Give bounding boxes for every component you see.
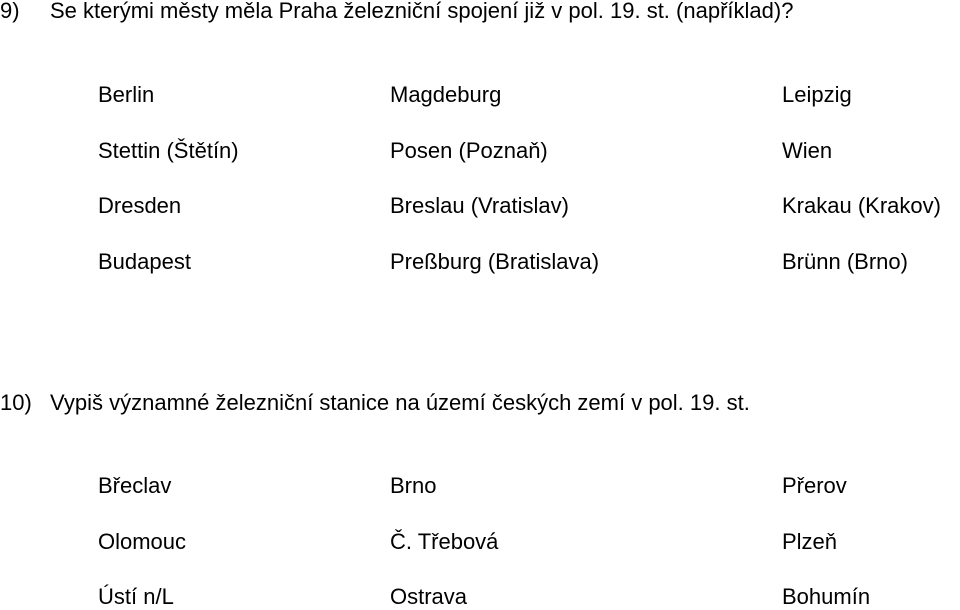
city-option: Posen (Poznaň) <box>390 138 548 163</box>
station-option: Přerov <box>782 473 847 498</box>
station-option: Brno <box>390 473 437 498</box>
city-option: Preßburg (Bratislava) <box>390 249 600 274</box>
city-option: Krakau (Krakov) <box>782 193 941 218</box>
city-option: Stettin (Štětín) <box>98 138 239 163</box>
city-option: Brünn (Brno) <box>782 249 908 274</box>
city-option: Wien <box>782 138 833 163</box>
question-10 <box>0 390 750 416</box>
station-option: Olomouc <box>98 529 187 554</box>
station-option: Č. Třebová <box>390 529 499 554</box>
station-option: Břeclav <box>98 473 172 498</box>
city-option: Budapest <box>98 249 191 274</box>
station-option: Bohumín <box>782 584 871 609</box>
question-text: Vypiš významné železniční stanice na území českých zemí v pol. 19. st. <box>50 390 750 415</box>
station-option: Plzeň <box>782 529 838 554</box>
question-9 <box>0 0 793 24</box>
city-option: Leipzig <box>782 82 852 107</box>
city-option: Breslau (Vratislav) <box>390 193 569 218</box>
question-number: 9) <box>0 0 20 23</box>
city-option: Berlin <box>98 82 155 107</box>
station-option: Ústí n/L <box>98 584 174 609</box>
city-option: Magdeburg <box>390 82 502 107</box>
city-option: Dresden <box>98 193 182 218</box>
question-text: Se kterými městy měla Praha železniční spojení již v pol. 19. st. (například)? <box>50 0 794 23</box>
question-number: 10) <box>0 390 32 415</box>
station-option: Ostrava <box>390 584 468 609</box>
